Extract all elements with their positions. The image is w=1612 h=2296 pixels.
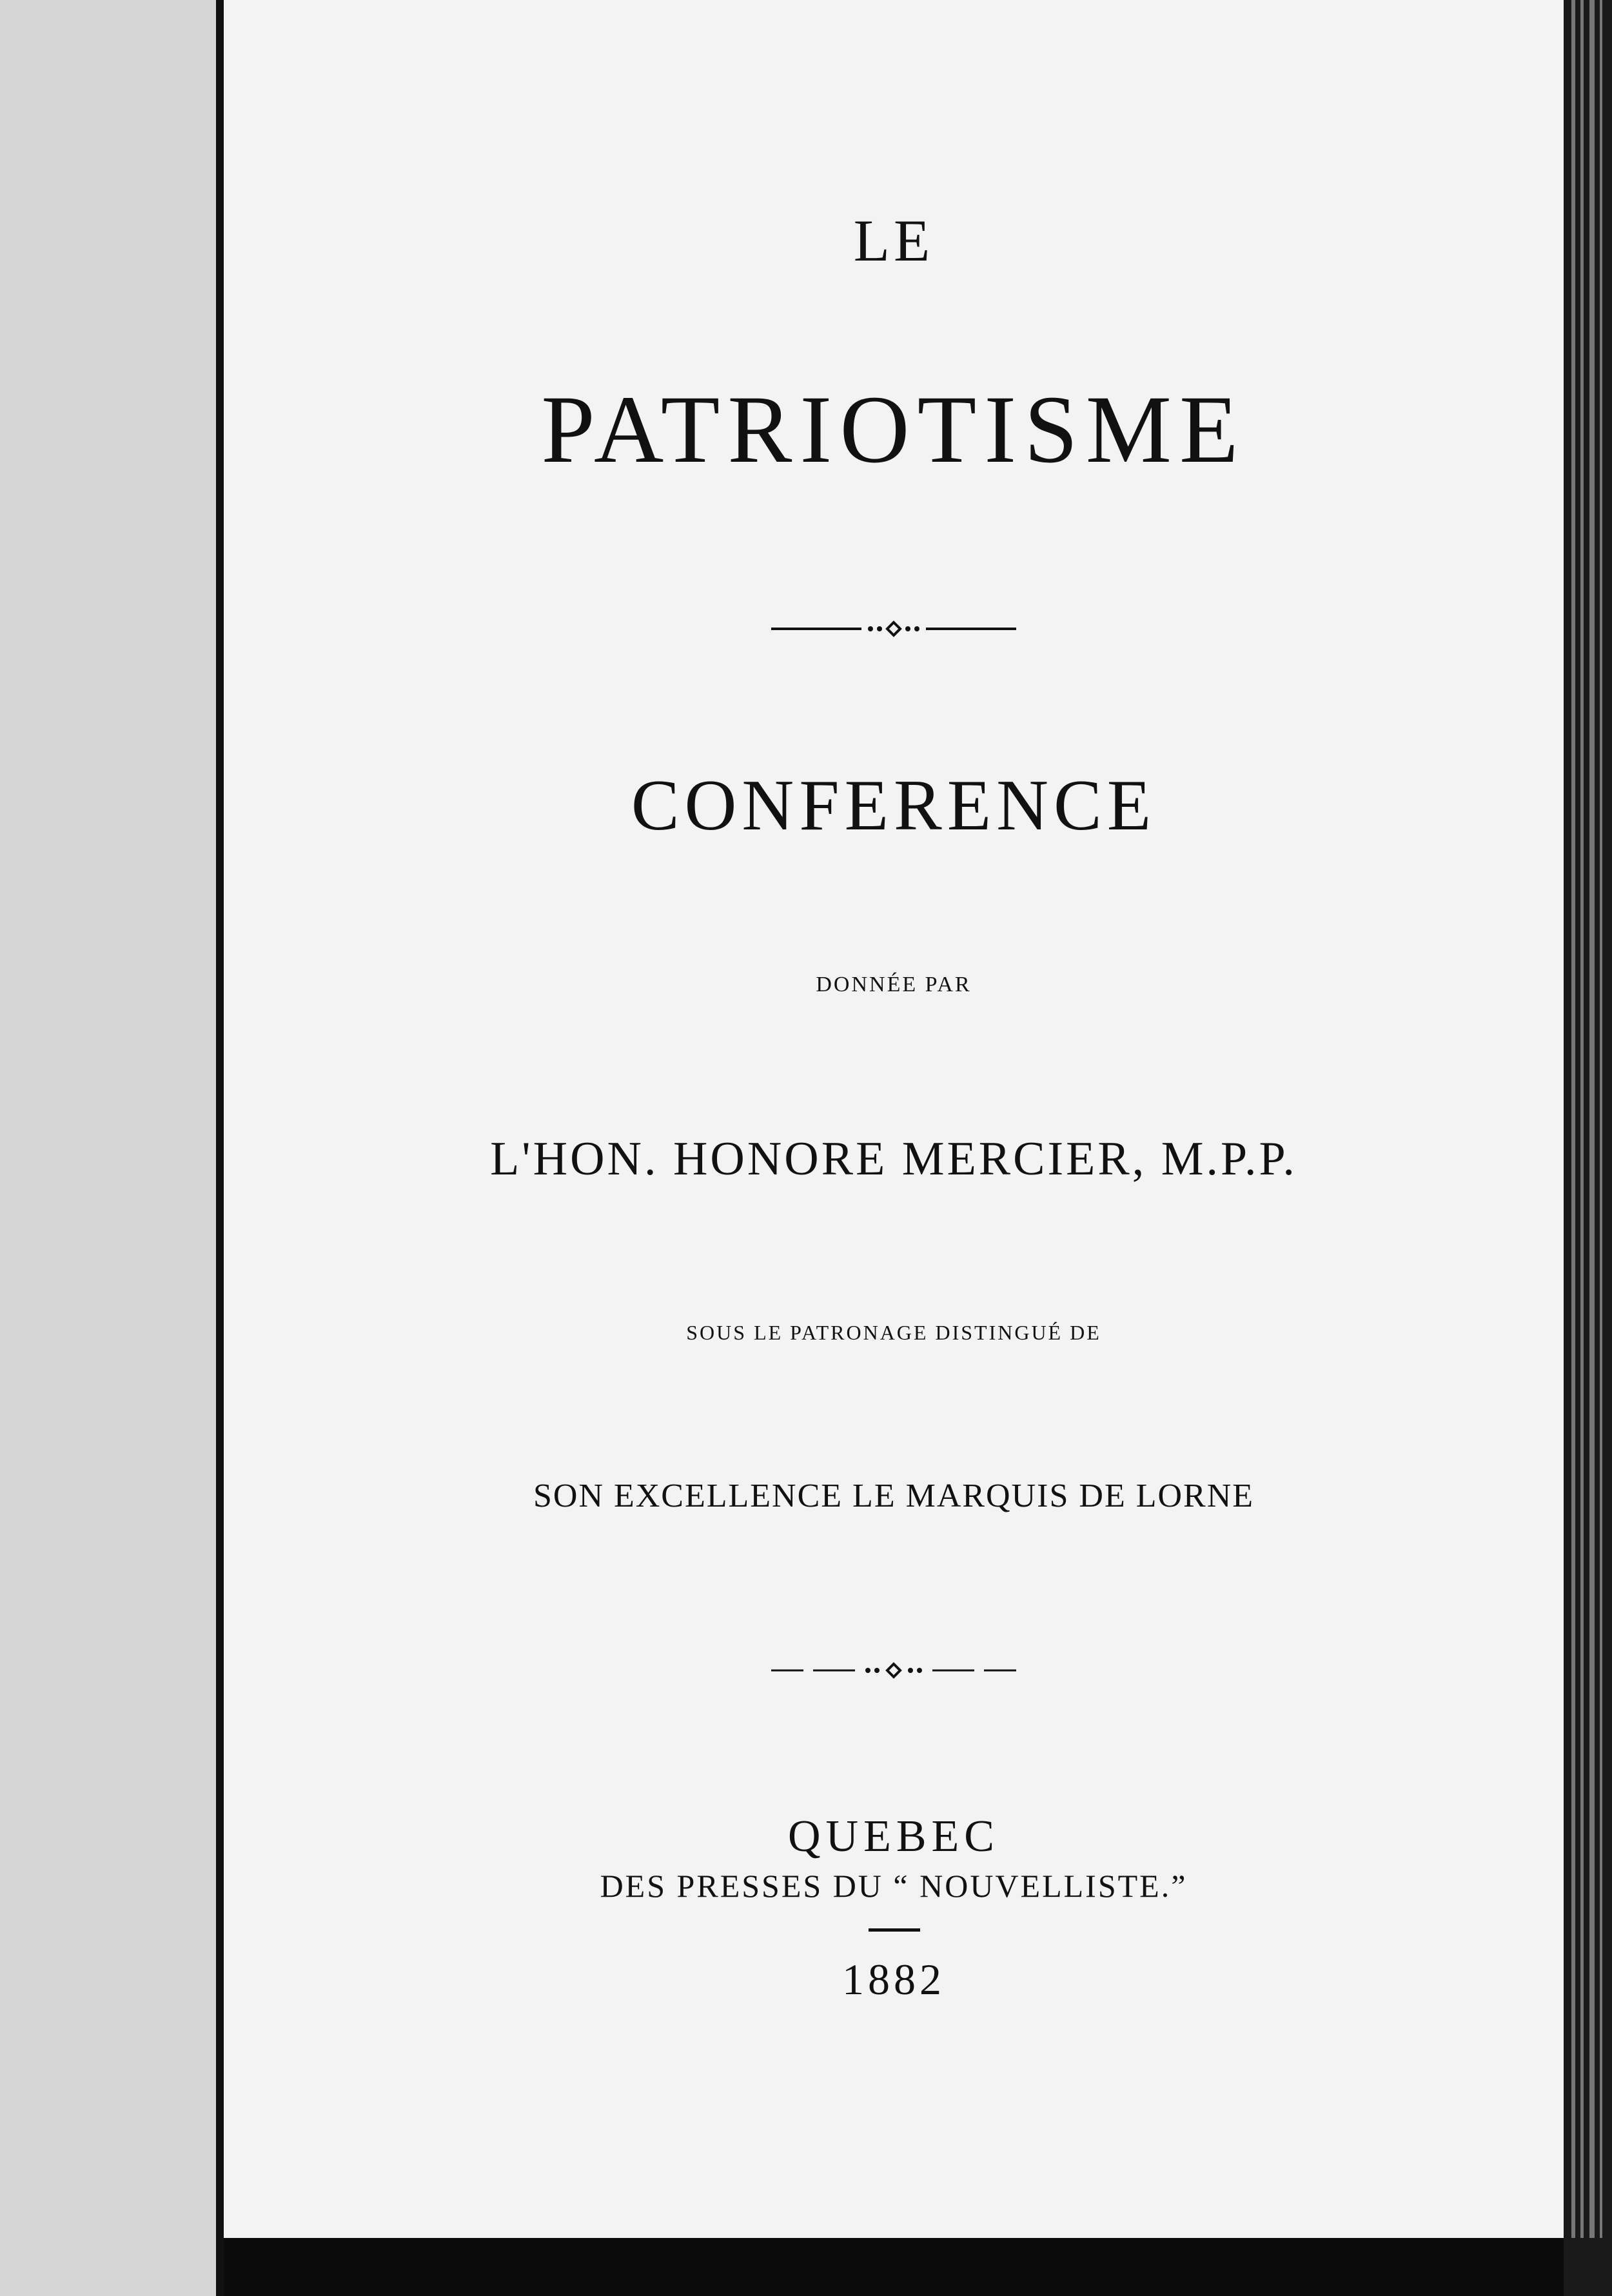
heading-le: LE xyxy=(853,208,934,273)
patron-name: SON EXCELLENCE LE MARQUIS DE LORNE xyxy=(533,1478,1255,1514)
patronage-line: SOUS LE PATRONAGE DISTINGUÉ DE xyxy=(686,1321,1101,1344)
imprint-city: QUEBEC xyxy=(788,1812,999,1861)
given-by-line: DONNÉE PAR xyxy=(816,973,972,996)
imprint-publisher: DES PRESSES DU “ NOUVELLISTE.” xyxy=(600,1868,1188,1904)
book-title: PATRIOTISME xyxy=(541,376,1246,483)
scan-bottom-border xyxy=(224,2238,1564,2296)
imprint-rule xyxy=(869,1928,920,1932)
author-name: L'HON. HONORE MERCIER, M.P.P. xyxy=(490,1133,1297,1185)
facing-page-strip xyxy=(0,0,221,2296)
binding-gutter xyxy=(216,0,224,2296)
ornamental-rule-bottom xyxy=(224,1661,1564,1680)
title-page xyxy=(224,0,1564,2238)
ornamental-rule-top xyxy=(224,619,1564,638)
imprint-year: 1882 xyxy=(842,1955,945,2004)
subtitle-conference: CONFERENCE xyxy=(631,766,1157,846)
page-stack-edge xyxy=(1564,0,1612,2296)
